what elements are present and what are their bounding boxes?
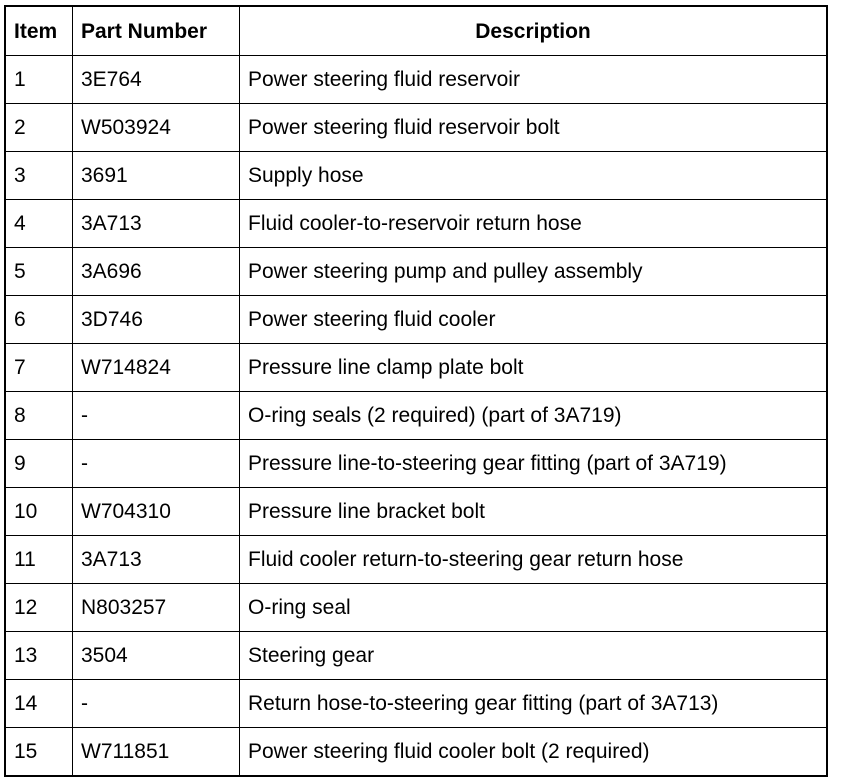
cell-part-number: - <box>73 392 240 440</box>
cell-description: O-ring seals (2 required) (part of 3A719) <box>240 392 828 440</box>
cell-part-number: 3A696 <box>73 248 240 296</box>
cell-description: Power steering fluid cooler <box>240 296 828 344</box>
cell-item: 5 <box>5 248 73 296</box>
cell-part-number: W503924 <box>73 104 240 152</box>
header-item: Item <box>5 6 73 56</box>
cell-item: 3 <box>5 152 73 200</box>
header-part-number: Part Number <box>73 6 240 56</box>
table-row <box>5 248 827 296</box>
cell-description: Pressure line-to-steering gear fitting (part of 3A719) <box>240 440 828 488</box>
cell-part-number: 3A713 <box>73 200 240 248</box>
cell-description: Return hose-to-steering gear fitting (part of 3A713) <box>240 680 828 728</box>
cell-item: 7 <box>5 344 73 392</box>
cell-item: 11 <box>5 536 73 584</box>
table-row <box>5 200 827 248</box>
table-header <box>5 6 827 56</box>
cell-description: Pressure line bracket bolt <box>240 488 828 536</box>
cell-part-number: N803257 <box>73 584 240 632</box>
table-row <box>5 536 827 584</box>
table-row <box>5 104 827 152</box>
cell-part-number: - <box>73 680 240 728</box>
cell-item: 14 <box>5 680 73 728</box>
header-description: Description <box>240 6 828 56</box>
cell-description: Power steering fluid reservoir bolt <box>240 104 828 152</box>
cell-part-number: 3504 <box>73 632 240 680</box>
table-row <box>5 344 827 392</box>
header-row <box>5 6 827 56</box>
cell-part-number: 3E764 <box>73 56 240 104</box>
cell-part-number: W704310 <box>73 488 240 536</box>
cell-description: Power steering pump and pulley assembly <box>240 248 828 296</box>
cell-item: 9 <box>5 440 73 488</box>
table-row <box>5 152 827 200</box>
table-row <box>5 56 827 104</box>
cell-description: Fluid cooler-to-reservoir return hose <box>240 200 828 248</box>
cell-item: 15 <box>5 728 73 777</box>
cell-item: 10 <box>5 488 73 536</box>
cell-part-number: 3691 <box>73 152 240 200</box>
cell-item: 12 <box>5 584 73 632</box>
cell-description: Power steering fluid reservoir <box>240 56 828 104</box>
table-row <box>5 632 827 680</box>
cell-item: 13 <box>5 632 73 680</box>
table-row <box>5 296 827 344</box>
table-row <box>5 680 827 728</box>
table-row <box>5 488 827 536</box>
cell-description: Pressure line clamp plate bolt <box>240 344 828 392</box>
table-row <box>5 392 827 440</box>
cell-part-number: 3A713 <box>73 536 240 584</box>
table-body <box>5 56 827 777</box>
cell-description: Supply hose <box>240 152 828 200</box>
cell-item: 8 <box>5 392 73 440</box>
cell-part-number: - <box>73 440 240 488</box>
cell-description: O-ring seal <box>240 584 828 632</box>
cell-item: 6 <box>5 296 73 344</box>
cell-part-number: W714824 <box>73 344 240 392</box>
cell-description: Power steering fluid cooler bolt (2 required) <box>240 728 828 777</box>
parts-table <box>4 5 828 777</box>
cell-description: Steering gear <box>240 632 828 680</box>
cell-item: 1 <box>5 56 73 104</box>
cell-part-number: 3D746 <box>73 296 240 344</box>
cell-item: 4 <box>5 200 73 248</box>
table-row <box>5 728 827 777</box>
table-row <box>5 584 827 632</box>
cell-item: 2 <box>5 104 73 152</box>
table-row <box>5 440 827 488</box>
cell-part-number: W711851 <box>73 728 240 777</box>
cell-description: Fluid cooler return-to-steering gear return hose <box>240 536 828 584</box>
